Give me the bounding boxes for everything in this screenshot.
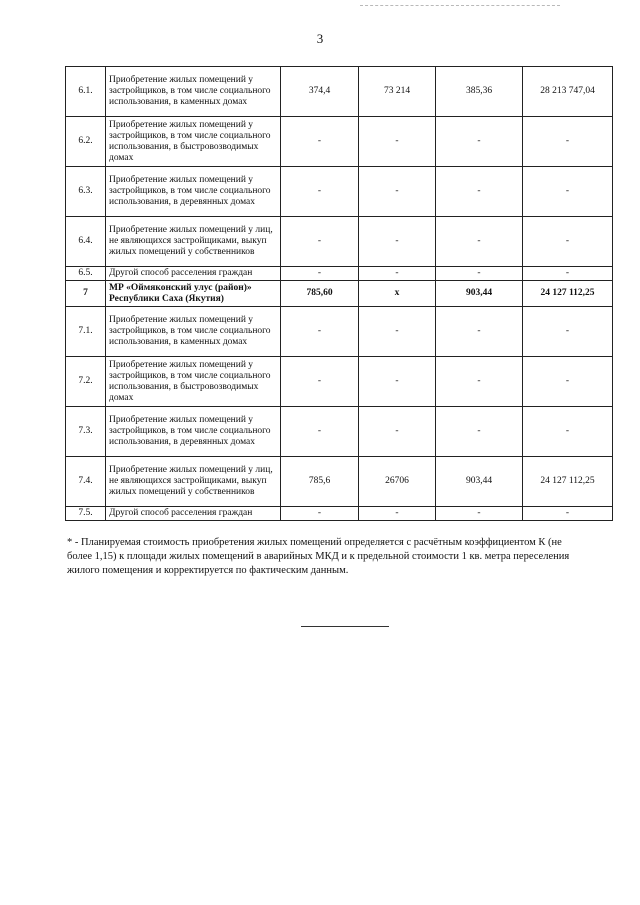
cell-value: - (281, 507, 359, 521)
row-number: 7.3. (66, 407, 106, 457)
row-name: Приобретение жилых помещений у застройщиков, в том числе социального использования, в быстровозводимых домах (106, 357, 281, 407)
cell-value: 385,36 (436, 67, 523, 117)
row-name: Другой способ расселения граждан (106, 267, 281, 281)
row-name: Приобретение жилых помещений у лиц, не являющихся застройщиками, выкуп жилых помещений у собственников (106, 217, 281, 267)
cell-value: х (359, 281, 436, 307)
cell-value: - (436, 507, 523, 521)
table-row (66, 117, 613, 167)
cell-value: - (436, 307, 523, 357)
cell-value: 785,60 (281, 281, 359, 307)
cell-value: - (281, 167, 359, 217)
cell-value: - (281, 267, 359, 281)
row-name: Приобретение жилых помещений у застройщиков, в том числе социального использования, в каменных домах (106, 307, 281, 357)
cell-value: - (359, 307, 436, 357)
table-row (66, 307, 613, 357)
footnote: * - Планируемая стоимость приобретения жилых помещений определяется с расчётным коэффициентом К (не более 1,15) к площади жилых помещений в аварийных МКД и к предельной стоимости 1 кв. метра переселения жилого помещения и корректируется по фактическим данным. (67, 537, 570, 576)
row-number: 7.4. (66, 457, 106, 507)
row-number: 7.2. (66, 357, 106, 407)
row-name: Приобретение жилых помещений у застройщиков, в том числе социального использования, в быстровозводимых домах (106, 117, 281, 167)
row-number: 6.5. (66, 267, 106, 281)
row-number: 6.3. (66, 167, 106, 217)
cell-value: - (523, 217, 613, 267)
cell-value: - (436, 407, 523, 457)
cell-value: - (281, 307, 359, 357)
page-number: 3 (316, 31, 324, 46)
signature-line (301, 626, 389, 627)
cell-value: 26706 (359, 457, 436, 507)
resettlement-table (65, 66, 613, 521)
cell-value: - (436, 267, 523, 281)
cell-value: - (436, 117, 523, 167)
scan-artifact-line (360, 5, 560, 7)
row-number: 6.2. (66, 117, 106, 167)
cell-value: - (359, 167, 436, 217)
cell-value: - (359, 407, 436, 457)
cell-value: 24 127 112,25 (523, 281, 613, 307)
cell-value: 374,4 (281, 67, 359, 117)
table-row (66, 407, 613, 457)
cell-value: 28 213 747,04 (523, 67, 613, 117)
row-number: 7.5. (66, 507, 106, 521)
cell-value: - (359, 507, 436, 521)
cell-value: 903,44 (436, 457, 523, 507)
table-row (66, 457, 613, 507)
cell-value: 73 214 (359, 67, 436, 117)
table-row-district-total (66, 281, 613, 307)
cell-value: - (359, 217, 436, 267)
cell-value: - (281, 357, 359, 407)
cell-value: - (523, 267, 613, 281)
cell-value: - (523, 507, 613, 521)
row-number: 7.1. (66, 307, 106, 357)
table-row (66, 267, 613, 281)
table-row (66, 217, 613, 267)
cell-value: - (359, 357, 436, 407)
cell-value: - (523, 117, 613, 167)
cell-value: - (281, 117, 359, 167)
table-row (66, 507, 613, 521)
cell-value: - (523, 407, 613, 457)
row-name: Приобретение жилых помещений у лиц, не являющихся застройщиками, выкуп жилых помещений у собственников (106, 457, 281, 507)
cell-value: - (436, 167, 523, 217)
cell-value: 785,6 (281, 457, 359, 507)
row-name: Приобретение жилых помещений у застройщиков, в том числе социального использования, в деревянных домах (106, 167, 281, 217)
cell-value: 24 127 112,25 (523, 457, 613, 507)
row-name: Приобретение жилых помещений у застройщиков, в том числе социального использования, в деревянных домах (106, 407, 281, 457)
cell-value: - (436, 217, 523, 267)
cell-value: - (523, 167, 613, 217)
row-name: Другой способ расселения граждан (106, 507, 281, 521)
cell-value: - (436, 357, 523, 407)
cell-value: - (359, 117, 436, 167)
table-row (66, 357, 613, 407)
row-number: 7 (66, 281, 106, 307)
cell-value: - (281, 407, 359, 457)
row-number: 6.1. (66, 67, 106, 117)
cell-value: - (359, 267, 436, 281)
cell-value: - (523, 357, 613, 407)
cell-value: - (281, 217, 359, 267)
table-row (66, 67, 613, 117)
row-name: Приобретение жилых помещений у застройщиков, в том числе социального использования, в каменных домах (106, 67, 281, 117)
cell-value: - (523, 307, 613, 357)
row-number: 6.4. (66, 217, 106, 267)
cell-value: 903,44 (436, 281, 523, 307)
table-row (66, 167, 613, 217)
row-name: МР «Оймяконский улус (район)» Республики Саха (Якутия) (106, 281, 281, 307)
